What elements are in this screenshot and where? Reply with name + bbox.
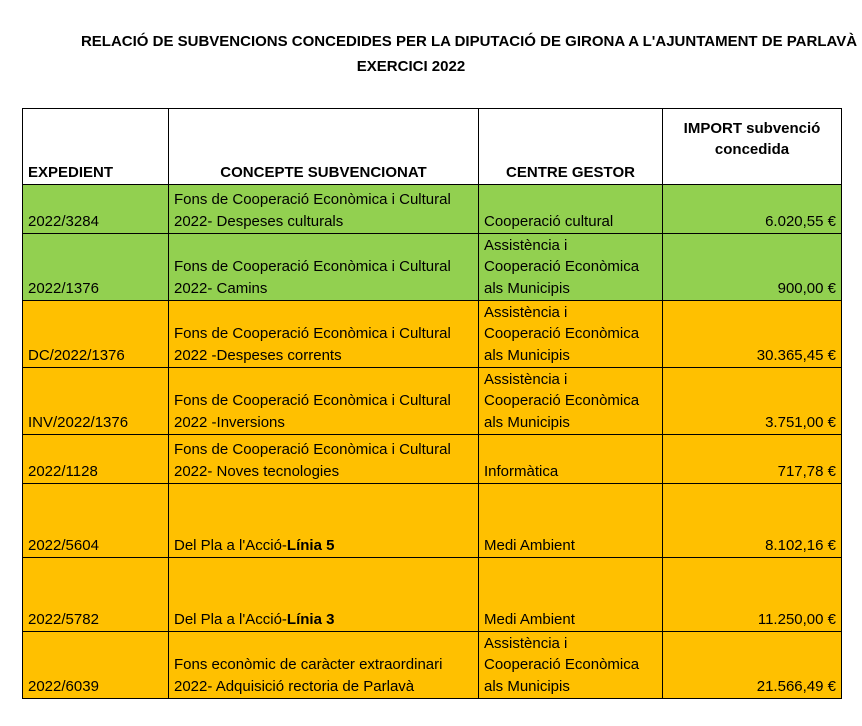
- cell-import: 6.020,55 €: [663, 185, 842, 234]
- cell-expedient: DC/2022/1376: [23, 301, 169, 368]
- cell-centre-gestor: [479, 185, 663, 234]
- centre-line: als Municipis: [484, 413, 570, 431]
- table-row: [23, 368, 842, 435]
- cell-concepte: [169, 185, 479, 234]
- header-import: [663, 109, 842, 185]
- centre-line: als Municipis: [484, 279, 570, 297]
- cell-centre-gestor: Medi Ambient: [479, 558, 663, 632]
- cell-centre-gestor: [479, 301, 663, 368]
- cell-import: 8.102,16 €: [663, 484, 842, 558]
- concepte-line: Fons de Cooperació Econòmica i Cultural: [174, 441, 451, 458]
- cell-import: 21.566,49 €: [663, 632, 842, 699]
- table-row: [23, 558, 842, 632]
- centre-line: Assistència i: [484, 634, 568, 652]
- cell-expedient: 2022/5604: [23, 484, 169, 558]
- cell-centre-gestor: [479, 368, 663, 435]
- centre-line: als Municipis: [484, 677, 570, 695]
- centre-line: Cooperació Econòmica: [484, 325, 640, 342]
- table-row: [23, 632, 842, 699]
- cell-expedient: 2022/6039: [23, 632, 169, 699]
- centre-line: Assistència i: [484, 236, 568, 254]
- cell-expedient: 2022/1128: [23, 435, 169, 484]
- centre-line: Informàtica: [484, 462, 559, 480]
- cell-centre-gestor: Medi Ambient: [479, 484, 663, 558]
- centre-line: Cooperació Econòmica: [484, 656, 640, 673]
- cell-concepte: [169, 368, 479, 435]
- centre-line: Cooperació cultural: [484, 212, 614, 230]
- document-title: RELACIÓ DE SUBVENCIONS CONCEDIDES PER LA DIPUTACIÓ DE GIRONA A L'AJUNTAMENT DE PARLAVÀ: [80, 33, 858, 50]
- cell-concepte: [169, 558, 479, 632]
- concepte-line: Fons de Cooperació Econòmica i Cultural: [174, 392, 451, 409]
- concepte-line: 2022 -Inversions: [174, 413, 285, 431]
- concepte-linia: Línia 3: [286, 610, 335, 628]
- centre-line: Cooperació Econòmica: [484, 258, 640, 275]
- concepte-line: Fons de Cooperació Econòmica i Cultural: [174, 191, 451, 208]
- concepte-line: 2022- Despeses culturals: [174, 212, 344, 230]
- subvencions-table: [22, 108, 842, 699]
- centre-line: Cooperació Econòmica: [484, 392, 640, 409]
- header-concepte: CONCEPTE SUBVENCIONAT: [169, 109, 479, 185]
- table-row: [23, 435, 842, 484]
- cell-concepte: [169, 632, 479, 699]
- concepte-prefix: Del Pla a l'Acció-: [174, 536, 287, 554]
- centre-line: Assistència i: [484, 303, 568, 321]
- concepte-line: 2022- Adquisició rectoria de Parlavà: [174, 677, 415, 695]
- table-row: [23, 484, 842, 558]
- cell-concepte: [169, 234, 479, 301]
- cell-import: 11.250,00 €: [663, 558, 842, 632]
- cell-expedient: 2022/1376: [23, 234, 169, 301]
- concepte-line: Fons de Cooperació Econòmica i Cultural: [174, 325, 451, 342]
- concepte-line: 2022- Camins: [174, 279, 268, 297]
- concepte-line: Fons de Cooperació Econòmica i Cultural: [174, 258, 451, 275]
- cell-concepte: [169, 301, 479, 368]
- cell-import: 30.365,45 €: [663, 301, 842, 368]
- header-import-line2: concedida: [714, 140, 790, 158]
- centre-line: als Municipis: [484, 346, 570, 364]
- cell-import: 900,00 €: [663, 234, 842, 301]
- table-row: [23, 234, 842, 301]
- cell-import: 717,78 €: [663, 435, 842, 484]
- cell-concepte: [169, 435, 479, 484]
- document-subtitle: EXERCICI 2022: [356, 58, 466, 75]
- header-import-line1: IMPORT subvenció: [683, 119, 821, 137]
- concepte-line: 2022- Noves tecnologies: [174, 462, 340, 480]
- cell-centre-gestor: [479, 435, 663, 484]
- concepte-linia: Línia 5: [286, 536, 335, 554]
- header-row: [23, 109, 842, 185]
- table-row: [23, 301, 842, 368]
- cell-expedient: 2022/3284: [23, 185, 169, 234]
- cell-expedient: 2022/5782: [23, 558, 169, 632]
- cell-concepte: [169, 484, 479, 558]
- table-row: [23, 185, 842, 234]
- cell-expedient: INV/2022/1376: [23, 368, 169, 435]
- centre-line: Assistència i: [484, 370, 568, 388]
- concepte-prefix: Del Pla a l'Acció-: [174, 610, 287, 628]
- header-centre-gestor: CENTRE GESTOR: [479, 109, 663, 185]
- cell-import: 3.751,00 €: [663, 368, 842, 435]
- cell-centre-gestor: [479, 632, 663, 699]
- concepte-line: Fons econòmic de caràcter extraordinari: [174, 656, 443, 673]
- header-expedient: EXPEDIENT: [23, 109, 169, 185]
- cell-centre-gestor: [479, 234, 663, 301]
- concepte-line: 2022 -Despeses corrents: [174, 346, 342, 364]
